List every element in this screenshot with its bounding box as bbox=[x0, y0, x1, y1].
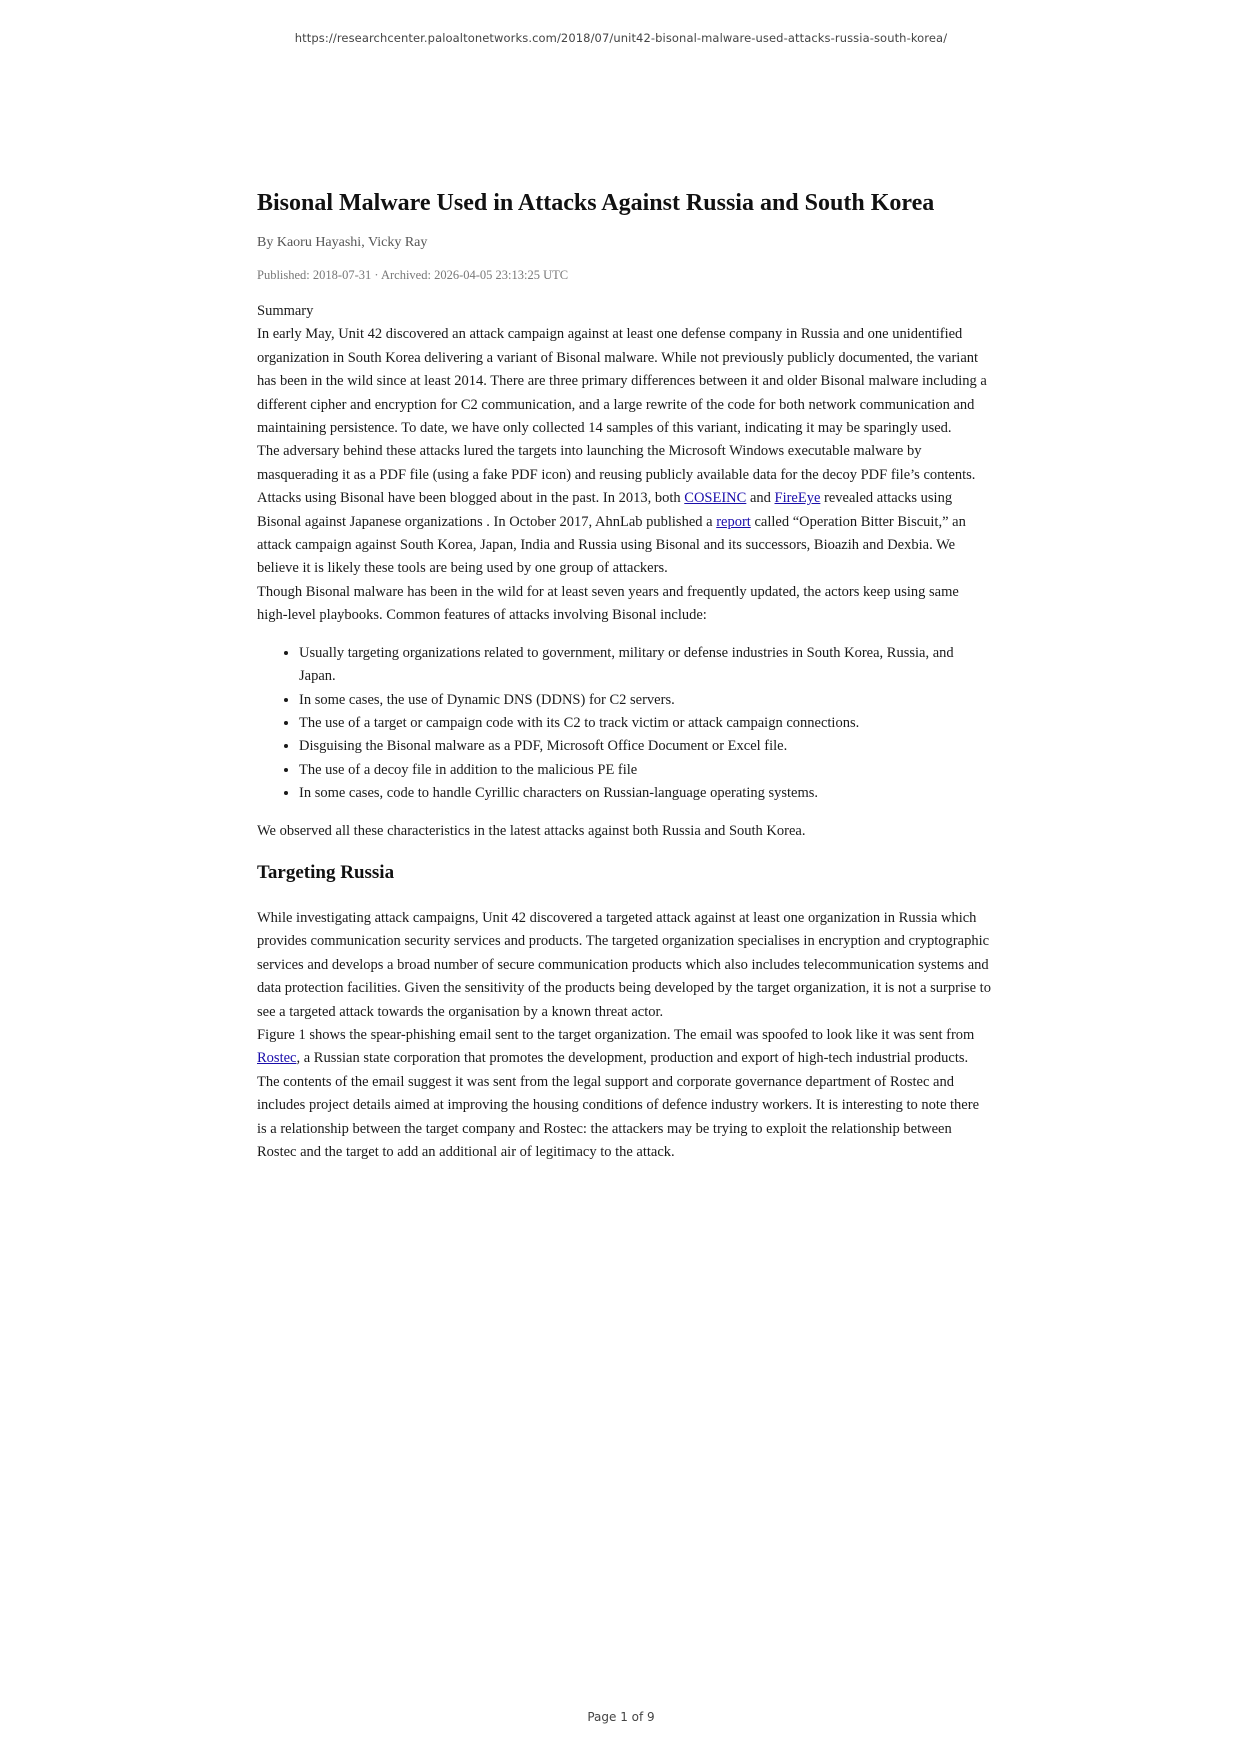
list-item: • Usually targeting organizations related to government, military or defense industries in South Korea, Russia, and Japan. bbox=[299, 642, 991, 689]
list-item: • In some cases, the use of Dynamic DNS (DDNS) for C2 servers. bbox=[299, 689, 991, 712]
rostec-link[interactable]: Rostec bbox=[257, 1050, 297, 1067]
text-segment: , a Russian state corporation that promotes the development, production and export of high-tech industrial products. The contents of the email suggest it was sent from the legal support and corporate governance department of Rostec and includes project details aimed at improving the housing conditions of defence industry workers. It is interesting to note there is a relationship between the target company and Rostec: the attackers may be trying to exploit the relationship between Rostec and the target to add an additional air of legitimacy to the attack. bbox=[257, 1050, 980, 1160]
list-item: • The use of a decoy file in addition to the malicious PE file bbox=[299, 759, 991, 782]
coseinc-link[interactable]: COSEINC bbox=[684, 490, 747, 507]
page-url-header: https://researchcenter.paloaltonetworks.com/2018/07/unit42-bisonal-malware-used-attacks-russia-south-korea/ bbox=[294, 31, 948, 45]
article-title: Bisonal Malware Used in Attacks Against Russia and South Korea bbox=[257, 190, 935, 216]
section-heading-targeting-russia: Targeting Russia bbox=[257, 861, 395, 883]
paragraph-history bbox=[257, 487, 991, 581]
text-segment: called “Operation Bitter Biscuit,” an attack campaign against South Korea, Japan, India and Russia using Bisonal and its successors, Bioazih and Dexbia. We believe it is likely these tools are being used by one group of attackers. bbox=[257, 513, 966, 577]
paragraph-investigation: While investigating attack campaigns, Unit 42 discovered a targeted attack against at least one organization in Russia which provides communication security services and products. The targeted organization specialises in encryption and cryptographic services and develops a broad number of secure communication products which also includes telecommunication systems and data protection facilities. Given the sensitivity of the products being developed by the target organization, it is not a surprise to see a targeted attack towards the organisation by a known threat actor. bbox=[257, 909, 991, 1020]
text-segment: and bbox=[746, 490, 775, 507]
text-segment: revealed attacks using Bisonal against Japanese organizations . In October 2017, AhnLab published a bbox=[257, 490, 953, 530]
features-list bbox=[257, 642, 991, 806]
fireeye-link[interactable]: FireEye bbox=[774, 490, 821, 507]
page-number: Page 1 of 9 bbox=[587, 1710, 655, 1724]
list-item: • Disguising the Bisonal malware as a PDF, Microsoft Office Document or Excel file. bbox=[299, 735, 991, 758]
article bbox=[257, 186, 991, 1164]
list-item: • In some cases, code to handle Cyrillic characters on Russian-language operating systems. bbox=[299, 782, 991, 805]
paragraph-adversary: The adversary behind these attacks lured the targets into launching the Microsoft Windows executable malware by masquerading it as a PDF file (using a fake PDF icon) and reusing publicly available data for the decoy PDF file’s contents. bbox=[257, 443, 976, 483]
article-meta: Published: 2018-07-31 · Archived: 2026-04-05 23:13:25 UTC bbox=[257, 268, 569, 282]
report-link[interactable]: report bbox=[716, 513, 751, 530]
summary-heading: Summary bbox=[257, 303, 314, 319]
text-segment: Attacks using Bisonal have been blogged about in the past. In 2013, both bbox=[257, 490, 685, 507]
list-item: • The use of a target or campaign code with its C2 to track victim or attack campaign connections. bbox=[299, 712, 991, 735]
paragraph-intro: In early May, Unit 42 discovered an attack campaign against at least one defense company in Russia and one unidentified organization in South Korea delivering a variant of Bisonal malware. While not previously publicly documented, the variant has been in the wild since at least 2014. There are three primary differences between it and older Bisonal malware including a different cipher and encryption for C2 communication, and a large rewrite of the code for both network communication and maintaining persistence. To date, we have only collected 14 samples of this variant, indicating it may be sparingly used. bbox=[257, 326, 987, 437]
paragraph-observed: We observed all these characteristics in the latest attacks against both Russia and South Korea. bbox=[257, 822, 806, 839]
text-segment: Figure 1 shows the spear-phishing email sent to the target organization. The email was spoofed to look like it was sent from bbox=[257, 1026, 975, 1043]
paragraph-playbooks: Though Bisonal malware has been in the wild for at least seven years and frequently updated, the actors keep using same high-level playbooks. Common features of attacks involving Bisonal include: bbox=[257, 583, 959, 624]
article-byline: By Kaoru Hayashi, Vicky Ray bbox=[257, 235, 428, 250]
paragraph-spearphishing bbox=[257, 1024, 991, 1164]
